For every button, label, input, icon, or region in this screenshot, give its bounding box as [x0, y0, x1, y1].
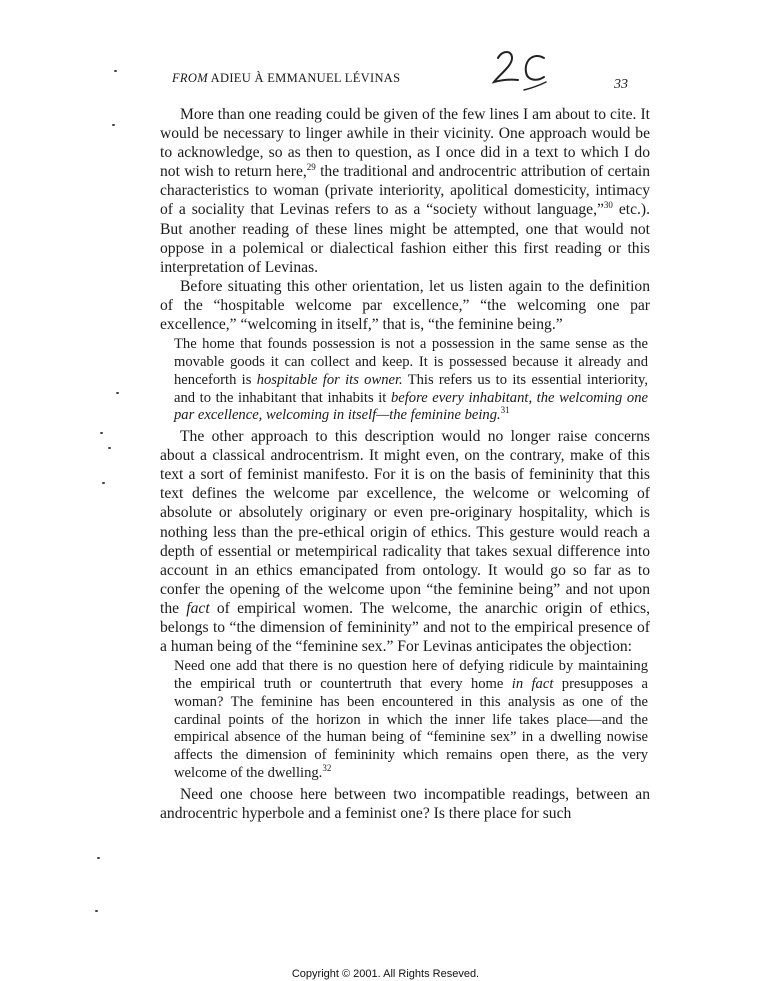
paragraph-1: More than one reading could be given of the few lines I am about to cite. It would be necessary to linger awhile in their vicinity. One approach would be to acknowledge, so as then to question, as I once did in a text to which I do not wish to return here,$^{29}$ the traditional and androcentric attribution of certain characteristics to woman (private interiority, apolitical domesticity, intimacy of a sociality that Levinas refers to as a “society without language,”$^{30}$ etc.). But another reading of these lines might be attempted, one that would not oppose in a polemical or dialectical fashion either this first reading or this interpretation of Levinas. — [160, 106, 650, 276]
scan-speck — [114, 70, 117, 72]
footnote-ref-32: 32 — [322, 763, 332, 774]
block-quote-1: The home that founds possession is not a possession in the same sense as the movable goods it can collect and keep. It is possessed because it already and henceforth is hospitable for its owner. This refers us to its essential interiority, and to the inhabitant that inhabits it before every inhabitant, the welcoming one par excellence, welcoming in itself—the feminine being.$^{31}$ — [174, 336, 648, 424]
scan-speck — [100, 432, 103, 434]
scan-speck — [116, 392, 119, 394]
header-title-text: ADIEU À EMMANUEL LÉVINAS — [210, 71, 401, 85]
paragraph-2: Before situating this other orientation, let us listen again to the definition of the “hospitable welcome par excellence,” “the welcoming one par excellence,” “welcoming in itself,” that is, “the feminine being.” — [160, 277, 650, 334]
scan-speck — [97, 857, 100, 859]
footnote-ref-30: 30 — [603, 200, 613, 211]
scan-speck — [95, 910, 98, 912]
running-header — [172, 71, 400, 86]
footnote-ref-31: 31 — [500, 405, 510, 416]
body-text — [160, 105, 650, 823]
scan-speck — [112, 124, 115, 126]
scan-speck — [108, 447, 111, 449]
page-number: 33 — [614, 77, 628, 92]
scan-speck — [102, 482, 105, 484]
header-from: FROM — [172, 71, 208, 85]
copyright-footer: Copyright © 2001. All Rights Reseved. — [291, 968, 480, 980]
paragraph-4: Need one choose here between two incompatible readings, between an androcentric hyperbole and a feminist one? Is there place for such — [160, 785, 650, 822]
block-quote-2: Need one add that there is no question here of defying ridicule by maintaining the empirical truth or countertruth that every home in fact presupposes a woman? The feminine has been encountered in this analysis as one of the cardinal points of the horizon in which the inner life takes place—and the empirical absence of the human being of “feminine sex” in a dwelling nowise affects the dimension of femininity which remains open there, as the very welcome of the dwelling.$^{32}$ — [174, 658, 648, 782]
handwritten-annotation — [490, 44, 560, 94]
footnote-ref-29: 29 — [306, 162, 316, 173]
paragraph-3: The other approach to this description would no longer raise concerns about a classical androcentrism. It might even, on the contrary, make of this text a sort of feminist manifesto. For it is on the basis of femininity that this text defines the welcome par excellence, the welcome or welcoming of absolute or absolutely originary or even pre-originary hospitality, which is nothing less than the pre-ethical origin of ethics. This gesture would reach a depth of essential or metempirical radicality that takes sexual difference into account in an ethics emancipated from ontology. It would go so far as to confer the opening of the welcome upon “the feminine being” and not upon the fact of empirical women. The welcome, the anarchic origin of ethics, belongs to “the dimension of femininity” and not to the empirical presence of a human being of the “feminine sex.” For Levinas anticipates the objection: — [160, 428, 651, 656]
